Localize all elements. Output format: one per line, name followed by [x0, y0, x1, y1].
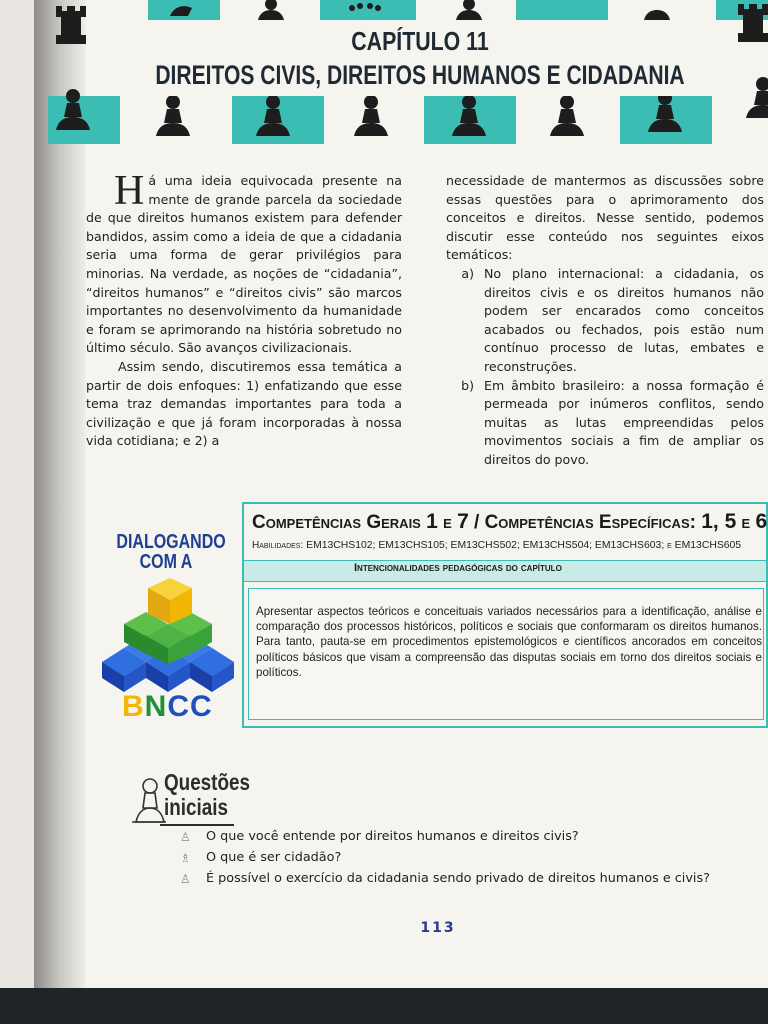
- chess-pawn-icon: [50, 86, 96, 132]
- chess-rook-icon: [734, 0, 768, 46]
- chess-pawn-icon: [348, 92, 394, 138]
- text-column-left: [86, 168, 402, 451]
- body-paragraph: Assim sendo, discutiremos essa temática a partir de dois enfoques: 1) enfatizando que esse tema traz demandas importantes para toda a civilização e que já foram incorporadas à nossa vida cotidiana; e 2) a: [86, 358, 402, 449]
- bncc-letter: N: [144, 690, 168, 723]
- list-item: [446, 377, 764, 470]
- chess-queen-icon: [342, 0, 388, 16]
- chapter-title-box: [120, 20, 720, 96]
- page-binding-shadow: [34, 0, 86, 990]
- list-item-text: No plano internacional: a cidadania, os direitos civis e os direitos humanos não podem ser encarados como conceitos acabados ou fechados, pois estão num contínuo processo de lutas, embates e reconstruções.: [484, 265, 764, 374]
- bncc-logo-word: [122, 690, 213, 724]
- drop-cap: H: [114, 168, 145, 214]
- chapter-number: CAPÍTULO 11: [351, 26, 489, 56]
- bncc-letter: B: [122, 690, 145, 723]
- chess-pawn-icon: [544, 92, 590, 138]
- chess-pawn-icon: [250, 92, 296, 138]
- chess-knight-icon: [158, 0, 204, 16]
- questions-title: Questões iniciais: [164, 769, 250, 820]
- chess-pawn-icon: [132, 776, 166, 826]
- chapter-title: DIREITOS CIVIS, DIREITOS HUMANOS E CIDADANIA: [155, 60, 685, 90]
- intro-paragraph: Há uma ideia equivocada presente na mente de grande parcela da sociedade de que direitos humanos existem para defender bandidos, assim como a ideia de que a cidadania seria uma forma de gerar privilégios para minorias. Na verdade, as noções de “cidadania”, “direitos humanos” e “direitos civis” são marcos importantes no desenvolvimento da humanidade e foram se aprimorando na história sobretudo no último século. São avanços civilizacionais.: [86, 168, 402, 356]
- competencies-heading: Competências Gerais 1 e 7 / Competências Específicas: 1, 5 e 6: [252, 510, 768, 533]
- intentions-label: Intencionalidades pedagógicas do capítulo: [354, 562, 562, 574]
- chess-rook-icon: [48, 2, 94, 48]
- chess-pawn-icon: [150, 92, 196, 138]
- chess-pawn-icon: [446, 0, 492, 20]
- text-column-right: [446, 172, 764, 470]
- body-paragraph: necessidade de mantermos as discussões sobre essas questões para o aprimoramento dos conceitos e direitos. Nesse sentido, podemos discutir esse conteúdo nos seguintes eixos temáticos:: [446, 173, 764, 263]
- chess-pawn-icon: [634, 0, 680, 20]
- bncc-letter: C: [167, 690, 191, 723]
- list-item: ♙ O que você entende por direitos humanos e direitos civis?: [180, 829, 579, 844]
- chess-pawn-icon: [740, 74, 768, 120]
- list-item-label: b): [461, 377, 474, 393]
- chess-piece-icon: ♗: [180, 850, 191, 865]
- scan-bottom-edge: [0, 988, 768, 1024]
- chess-piece-icon: ♙: [180, 871, 191, 886]
- list-item: ♙ É possível o exercício da cidadania sendo privado de direitos humanos e civis?: [180, 871, 710, 886]
- intentions-text: Apresentar aspectos teóricos e conceituais variados necessários para a identificação, análise e comparação dos processos históricos, políticos e sociais que conformaram os direitos humanos. Para tanto, pauta-se em procedimentos epistemológicos e científicos ancorados em conceitos políticos básicos que visam a compreensão das disputas sociais em torno dos direitos sociais e políticos.: [256, 605, 762, 679]
- list-item: ♗ O que é ser cidadão?: [180, 850, 342, 865]
- page-number: 113: [420, 920, 456, 936]
- chess-piece-icon: ♙: [180, 829, 191, 844]
- list-item-text: Em âmbito brasileiro: a nossa formação é permeada por inúmeros conflitos, sendo muitas as lutas empreendidas pelos movimentos sociais a fim de ampliar os direitos do povo.: [484, 377, 764, 467]
- chess-pawn-icon: [446, 92, 492, 138]
- cube-pyramid-icon: [98, 574, 240, 692]
- questions-list: [180, 826, 768, 889]
- list-item-label: a): [461, 265, 474, 281]
- bncc-logo-title: DIALOGANDO COM A: [116, 531, 226, 573]
- bncc-letter: C: [190, 690, 213, 723]
- skills-line: Habilidades: EM13CHS102; EM13CHS105; EM13CHS502; EM13CHS504; EM13CHS603; e EM13CHS605: [252, 540, 742, 551]
- chess-pawn-icon: [248, 0, 294, 20]
- list-item: [446, 265, 764, 377]
